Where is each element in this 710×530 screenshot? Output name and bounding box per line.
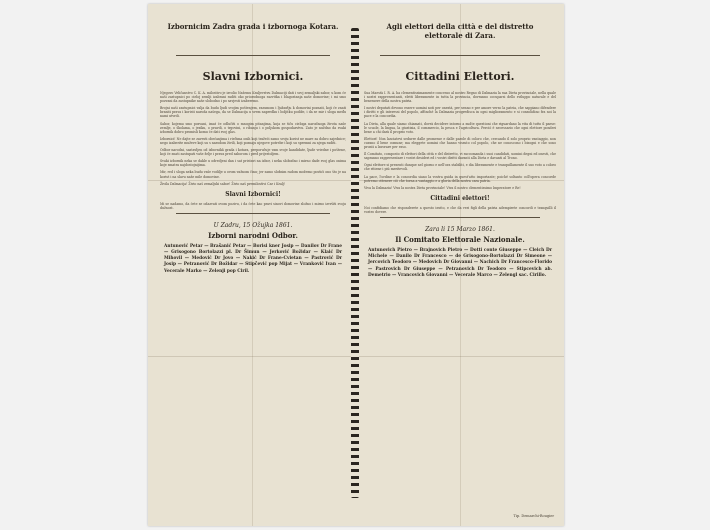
paragraph: Ogni elettore si presenti dunque nel giorno e nell'ora stabiliti, e dia liberamente e tranquillamente il suo voto a coloro che ritiene i più meritevoli. bbox=[364, 163, 556, 172]
paragraph: Viva la Dalmazia! Viva la nostra Dieta provinciale! Viva il nostro clementissimo Imperatore e Re! bbox=[364, 185, 521, 190]
column-heading: Agli elettori della città e del distretto elettorale di Zara. bbox=[386, 22, 534, 40]
closing-paragraph: Mi se nadamo, da ćete se odazvati ovom pozivu, i da ćete kao pravi sinovi domovine složno i mirno izvršiti svoju dužnost. bbox=[160, 201, 346, 210]
paragraph: La pace, l'ordine e la concordia siano la vostra guida in quest'atto importante; poiché soltanto coll'opera concorde potremo ottenere ciò che torna a vantaggio e a gloria della nostra cara patria. bbox=[364, 174, 556, 183]
divider bbox=[380, 55, 540, 56]
column-heading: Izbornicim Zadra grada i izbornoga Kotara. bbox=[167, 22, 339, 31]
committee-name: Izborni narodni Odbor. bbox=[208, 230, 298, 240]
paragraph: Svaki izbornik neka se dakle u odredjeni dan i sat pristavi na izbor, i neka slobodno i mirno dade svoj glas onima koje smatra najdostojnijima. bbox=[160, 159, 346, 168]
paragraph: Živila Dalmacija! Živio naš zemaljski sabor! Živio naš premilostivi Car i Kralj! bbox=[160, 181, 286, 186]
binding-stitch bbox=[351, 28, 359, 498]
column-title: Cittadini Elettori. bbox=[405, 70, 515, 83]
place-date: U Zadru, 15 Ožujka 1861. bbox=[213, 221, 293, 229]
paragraph: Njegovo Veličanstvo C. K. A. milostivo je izvolio Našemu Kraljevstvu Dalmaciji dati i svoj zemaljski sabor, u kom će naši zastupnici po cieloj zemlji izabrani raditi oko priorodnoga razvitka i blagostanja naše domovine; i mi smo pozvani da zastupnike naše slobodno i po savjesti izaberemo. bbox=[160, 91, 346, 104]
divider bbox=[176, 213, 330, 214]
paragraph: Sabor, kojemu smo pozvani, imat će odlučiti o mnogim pitanjima, koja se tiču cieloga narodnoga života naše zemlje, o školama, o jeziku, o pravdi, o trgovini, o ribanju i o poljskom gospodarstvu. Zato je nuždno da svaki izbornik dobro promisli komu će dati svoj glas. bbox=[160, 121, 346, 134]
printer-imprint: Tip. Demarchi-Rougier bbox=[513, 514, 554, 518]
italian-column bbox=[364, 12, 556, 522]
signatories: Antunovich Pietro — Brajnovich Pietro — Dotti conte Giuseppe — Cleich Dr Michele — Danilo Dr Francesco — de Grisogono-Bortolazzi Dr Simeone — Jercovich Teodoro — Medovich Dr Giovanni — Nachich Dr Francesco-Florido — Pastrovich Dr Giuseppe — Petranovich Dr Teodoro — Stipcevich ab. Demetrio — Vrancovich Giovanni — Vecerale Marco — Zelengl sac. Cirillo. bbox=[368, 247, 552, 278]
divider bbox=[380, 217, 540, 218]
paragraph: Mir, red i sloga neka budu vaše vodilje u ovom važnom činu; jer samo složnim radom možemo postići ono što je na korist i na slavu naše mile domovine. bbox=[160, 170, 346, 179]
subheading: Slavni Izbornici! bbox=[225, 190, 281, 198]
paragraph: Odbor narodni, sastavljen od izbornikâ grada i kotara, preporučuje vam svoje kandidate, ljude vriedne i poštene, koji će znati zastupati vaše želje i prava pred saborom i pred prijestoljem. bbox=[160, 148, 346, 157]
croatian-column bbox=[160, 12, 346, 522]
paragraph: Il Comitato, composto di elettori della città e del distretto, vi raccomanda i suoi candidati, uomini degni ed onesti, che sapranno rappresentare i vostri desideri ed i vostri diritti davanti alla Dieta e davanti al Trono. bbox=[364, 152, 556, 161]
paragraph: I nostri deputati devono essere uomini noti per onestà, per senno e per amore verso la patria, che sappiano difendere i diritti e gli interessi del popolo, affinché la Dalmazia progredisca in ogni miglioramento e si consolidino fra noi la pace e la concordia. bbox=[364, 106, 556, 119]
paragraph: Sua Maestà I. R. A. ha clementissimamente concesso al nostro Regno di Dalmazia la sua Dieta provinciale, nella quale i nostri rappresentanti, eletti liberamente in tutta la provincia, dovranno occuparsi dello sviluppo naturale e del benessere della nostra patria. bbox=[364, 91, 556, 104]
divider bbox=[176, 55, 330, 56]
paragraph: Izbornici! Ne dajte se zavesti obećanjima i riečima onih koji tražeći samo svoju korist ne mare za dobro zajednice; nego izaberite muževe koji su s narodom živili, koji poznaju njegove potrebe i koji su spremni za njega raditi. bbox=[160, 136, 346, 145]
closing-paragraph: Noi confidiamo che risponderete a questo invito, e che da veri figli della patria adempirete concordi e tranquilli il vostro dovere. bbox=[364, 205, 556, 214]
subheading: Cittadini elettori! bbox=[430, 194, 490, 202]
paragraph: La Dieta, alla quale siamo chiamati, dovrà decidere intorno a molte questioni che riguardano la vita di tutto il paese: le scuole, la lingua, la giustizia, il commercio, la pesca e l'agricoltura. Perciò è necessario che ogni elettore ponderi bene a chi darà il proprio voto. bbox=[364, 121, 556, 134]
paragraph: Brojni naši zastupnici valja da budu ljudi svojim poštenjem, razumom i ljubavlju k domovini poznati, koji će znati braniti prava i koristi naroda našega, da se Dalmacija u svem napredku i boljitku podiže, i da se mir i sloga među nami utvrdi. bbox=[160, 106, 346, 119]
poster-sheet bbox=[148, 4, 564, 526]
place-date: Zara li 15 Marzo 1861. bbox=[425, 225, 495, 233]
signatories: Antunović Petar — Brašanić Petar — Borisi kner Josip — Danilov Dr Frane — Grisogono Bortolazzi pl. Dr Šimun — Jerković Božidar — Klaić Dr Mihovil — Medović Dr Jovo — Nakić Dr Frane-Cvietan — Pastrović Dr Josip — Petranović Dr Božidar — Stipčević pop Mijat — Vranković Ivan — Vecerale Marko — Zelenji pop Ciril. bbox=[164, 243, 342, 274]
paragraph: Elettori! Non lasciatevi sedurre dalle promesse e dalle parole di coloro che, cercando il solo proprio vantaggio, non curano il bene comune; ma eleggete uomini che hanno vissuto col popolo, che ne conoscono i bisogni e che sono pronti a lavorare per esso. bbox=[364, 136, 556, 150]
committee-name: Il Comitato Elettorale Nazionale. bbox=[395, 234, 525, 244]
column-title: Slavni Izbornici. bbox=[202, 70, 304, 83]
